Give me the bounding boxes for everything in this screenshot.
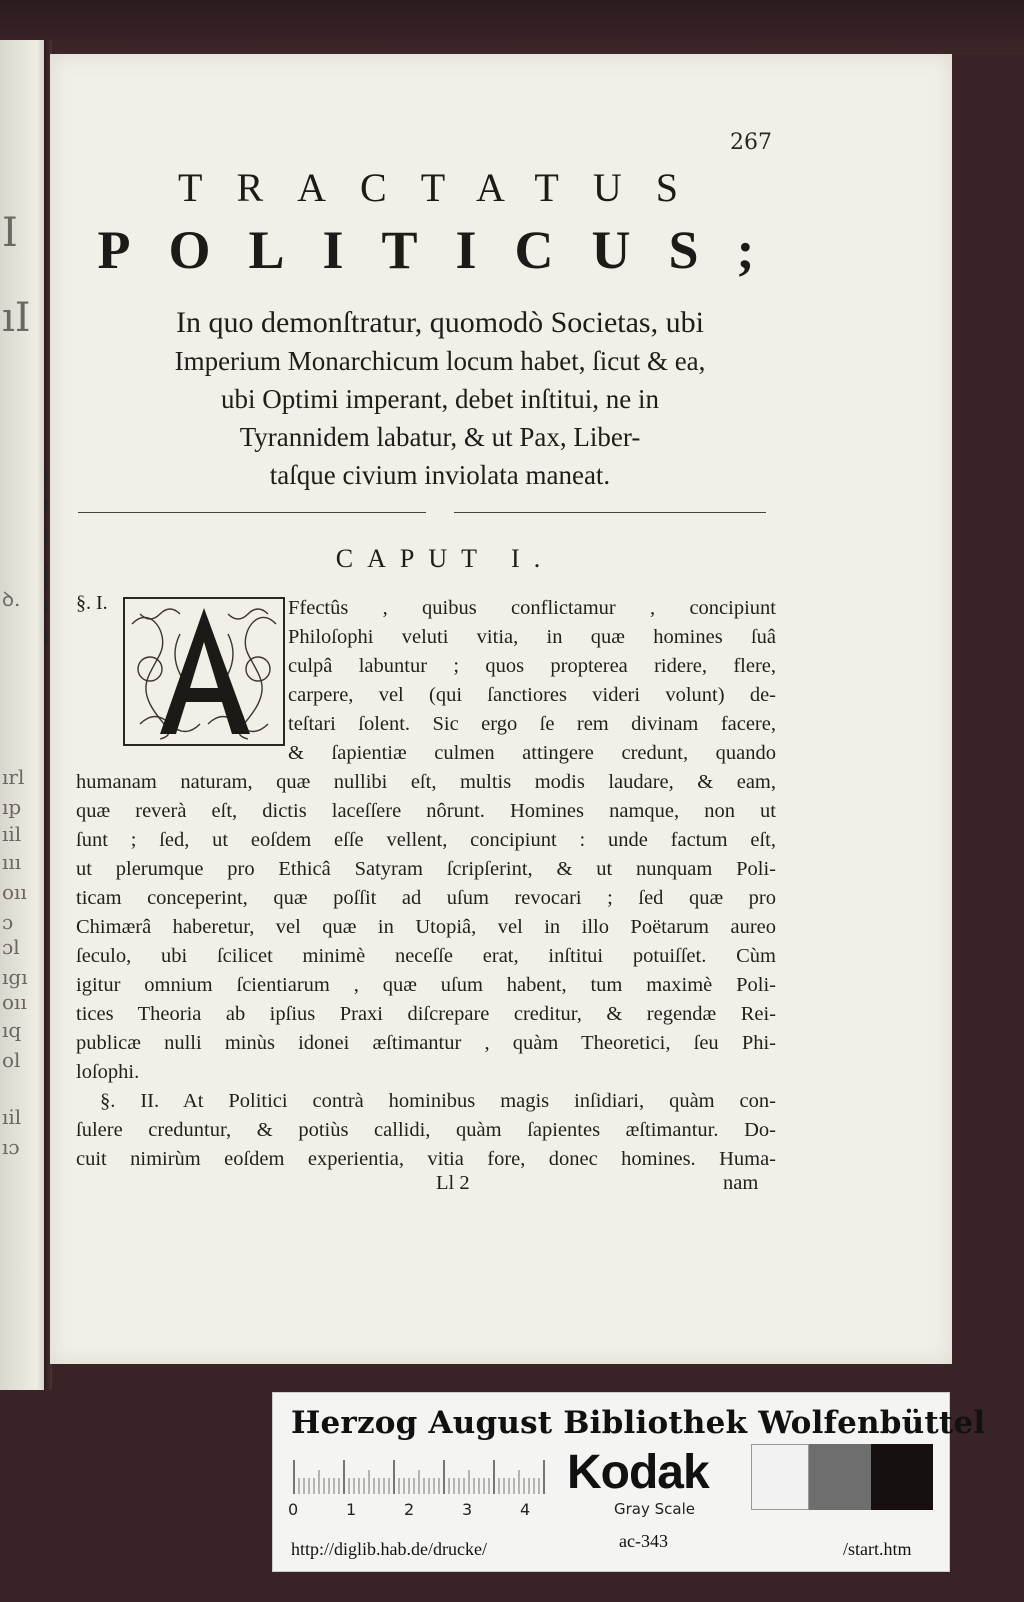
text-line: publicæ nulli minùs idonei æſtimantur , quàm Theoretici, ſeu Phi- bbox=[76, 1032, 776, 1054]
subtitle bbox=[70, 304, 810, 494]
facing-page-fragment: oıı bbox=[2, 990, 27, 1014]
section-marker: §. I. bbox=[76, 592, 108, 614]
gray-swatch bbox=[871, 1444, 933, 1510]
gray-swatch bbox=[809, 1444, 871, 1510]
ruler-number: 4 bbox=[520, 1500, 531, 1519]
chapter-heading: CAPUT I. bbox=[335, 544, 555, 573]
divider-rule-left bbox=[78, 512, 426, 513]
ruler-number: 2 bbox=[404, 1500, 415, 1519]
title-line-2: POLITICUS; bbox=[97, 220, 793, 280]
scanner-backdrop bbox=[0, 0, 1024, 55]
text-line: carpere, vel (qui ſanctiores videri volunt) de- bbox=[288, 684, 776, 706]
ruler-number: 1 bbox=[346, 1500, 357, 1519]
ruler-number: 0 bbox=[288, 1500, 299, 1519]
text-line: ſeculo, ubi ſcilicet minimè neceſſe erat, inſtitui potuiſſet. Cùm bbox=[76, 945, 776, 967]
facing-page-fragment: ıgı bbox=[2, 965, 28, 989]
ruler-scale-icon bbox=[291, 1456, 551, 1496]
facing-page-fragment: oıı bbox=[2, 880, 27, 904]
subtitle-line: In quo demonſtratur, quomodò Societas, ubi bbox=[176, 306, 704, 339]
signature-mark: Ll 2 bbox=[436, 1172, 470, 1194]
facing-page-fragment: ıil bbox=[2, 1105, 22, 1129]
book-page bbox=[50, 54, 952, 1364]
library-name: Herzog August Bibliothek Wolfenbüttel bbox=[291, 1405, 986, 1441]
text-line: ut plerumque pro Ethicâ Satyram ſcripſerint, & ut nunquam Poli- bbox=[76, 858, 776, 880]
ruler-number: 3 bbox=[462, 1500, 473, 1519]
facing-page-fragment: ıil bbox=[2, 822, 22, 846]
url-suffix: /start.htm bbox=[843, 1539, 912, 1559]
shelfmark: ac-343 bbox=[619, 1531, 668, 1551]
subtitle-line: Tyrannidem labatur, & ut Pax, Liber- bbox=[239, 422, 641, 452]
text-line: §. II. At Politici contrà hominibus magis inſidiari, quàm con- bbox=[100, 1090, 776, 1112]
subtitle-line: taſque civium inviolata maneat. bbox=[269, 460, 611, 490]
gray-scale-swatches bbox=[751, 1444, 933, 1510]
subtitle-line: Imperium Monarchicum locum habet, ſicut & ea, bbox=[174, 346, 706, 376]
facing-page-fragment: ıɔ bbox=[2, 1135, 20, 1159]
url-prefix: http://diglib.hab.de/drucke/ bbox=[291, 1539, 487, 1559]
facing-page-fragment: ıq bbox=[2, 1018, 22, 1042]
facing-page-fragment: ɔ bbox=[2, 910, 14, 934]
text-line: igitur omnium ſcientiarum , quæ uſum habent, tum maximè Poli- bbox=[76, 974, 776, 996]
catchword: nam bbox=[723, 1172, 759, 1194]
text-line: ſulere creduntur, & potiùs callidi, quàm ſapientes æſtimantur. Do- bbox=[76, 1119, 776, 1141]
text-line: tices Theoria ab ipſius Praxi diſcrepare creditur, & regendæ Rei- bbox=[76, 1003, 776, 1025]
text-line: cuit nimirùm eoſdem experientia, vitia fore, donec homines. Huma- bbox=[76, 1148, 776, 1170]
facing-page-fragment: ıp bbox=[2, 795, 22, 819]
text-line: loſophi. bbox=[76, 1061, 140, 1083]
text-line: quæ reverà eſt, dictis laceſſere nôrunt. Homines namque, non ut bbox=[76, 800, 776, 822]
text-line: teſtari ſolent. Sic ergo ſe rem divinam facere, bbox=[288, 713, 776, 735]
facing-page-fragment: ol bbox=[2, 1048, 21, 1072]
text-line: culpâ labuntur ; quos propterea ridere, flere, bbox=[288, 655, 776, 677]
gray-swatch bbox=[751, 1444, 809, 1510]
ruler-numbers bbox=[288, 1500, 558, 1520]
title-line-1: TRACTATUS bbox=[178, 165, 712, 210]
facing-page-fragment: ırl bbox=[2, 765, 25, 789]
text-line: Ffectûs , quibus conflictamur , concipiunt bbox=[288, 597, 776, 619]
decorated-initial-a-icon bbox=[120, 594, 288, 749]
facing-page-fragment: ıI bbox=[2, 295, 31, 341]
subtitle-line: ubi Optimi imperant, debet inſtitui, ne in bbox=[221, 384, 659, 414]
divider-rule-right bbox=[454, 512, 766, 513]
facing-page-fragment: ꝺ. bbox=[2, 587, 21, 611]
text-line: Chimærâ haberetur, vel quæ in Utopiâ, vel in illo Poëtarum aureo bbox=[76, 916, 776, 938]
text-line: Philoſophi veluti vitia, in quæ homines ſuâ bbox=[288, 626, 776, 648]
facing-page-fragment: ɔl bbox=[2, 935, 20, 959]
gray-scale-label: Gray Scale bbox=[614, 1500, 695, 1518]
text-line: ticam conceperint, quæ poſſit ad uſum revocari ; ſed quæ pro bbox=[76, 887, 776, 909]
facing-page-fragment: ııı bbox=[2, 850, 22, 874]
text-line: humanam naturam, quæ nullibi eſt, multis modis laudare, & eam, bbox=[76, 771, 776, 793]
facing-page-fragment: I bbox=[2, 210, 18, 256]
page-number: 267 bbox=[730, 130, 772, 155]
facing-page-edge bbox=[0, 40, 46, 1390]
text-line: ſunt ; ſed, ut eoſdem eſſe vellent, concipiunt : unde factum eſt, bbox=[76, 829, 776, 851]
library-target-card bbox=[273, 1393, 986, 1571]
text-line: & ſapientiæ culmen attingere credunt, quando bbox=[288, 742, 776, 764]
kodak-logo: Kodak bbox=[567, 1446, 709, 1499]
